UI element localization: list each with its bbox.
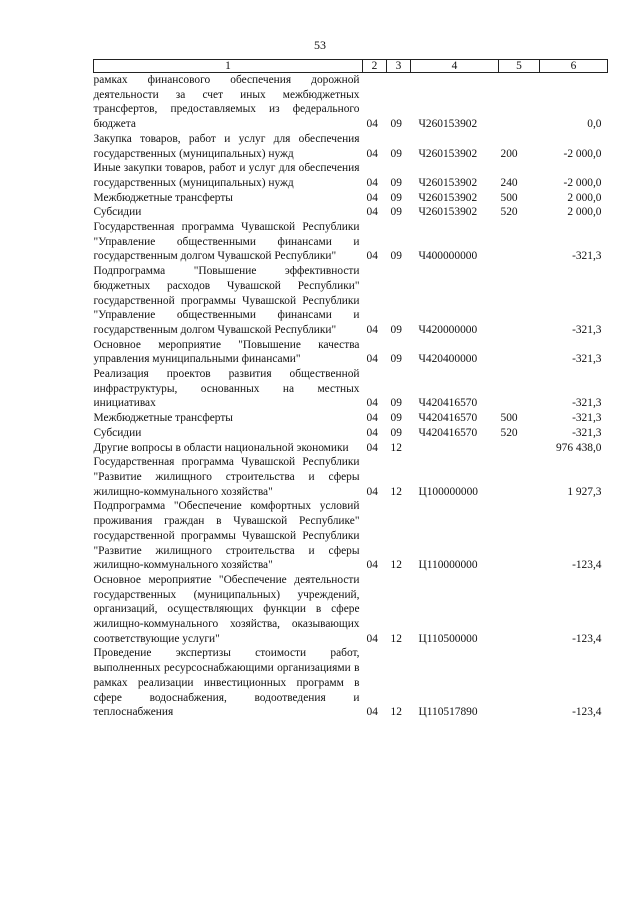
table-row <box>94 205 608 220</box>
table-row <box>94 338 608 367</box>
row-expense-type-cell <box>499 499 540 573</box>
row-target-article-cell: Ц110000000 <box>418 559 478 572</box>
row-subsection-cell: 09 <box>390 250 402 263</box>
budget-table <box>93 59 608 720</box>
row-name-cell: Закупка товаров, работ и услуг для обеспечения государственных (муниципальных) нужд <box>93 132 360 160</box>
row-target-article-cell: Ч420416570 <box>418 412 478 425</box>
row-name-cell: Основное мероприятие "Повышение качества управления муниципальными финансами" <box>93 338 360 366</box>
row-amount-cell: 2 000,0 <box>567 191 602 204</box>
table-row <box>94 132 608 161</box>
header-row <box>94 60 608 73</box>
column-header-subsection: 3 <box>387 60 411 73</box>
row-section-cell: 04 <box>366 559 378 572</box>
row-name-cell: Подпрограмма "Повышение эффективности бюджетных расходов Чувашской Республики" государственной программы Чувашской Республики "Управление общественными финансами и государственным долгом Чувашской Республики" <box>93 265 360 336</box>
row-section-cell: 04 <box>366 191 378 204</box>
row-target-article-cell: Ч400000000 <box>418 250 478 263</box>
column-header-amount: 6 <box>540 60 608 73</box>
row-expense-type-cell <box>499 455 540 499</box>
table-row <box>94 573 608 647</box>
row-subsection-cell: 09 <box>390 323 402 336</box>
row-section-cell: 04 <box>366 397 378 410</box>
table-row <box>94 426 608 441</box>
page-number: 53 <box>314 38 326 52</box>
row-name-cell: Государственная программа Чувашской Республики "Управление общественными финансами и государственным долгом Чувашской Республики" <box>93 221 360 263</box>
row-amount-cell: -2 000,0 <box>563 147 602 160</box>
row-section-cell: 04 <box>366 147 378 160</box>
row-amount-cell: 976 438,0 <box>555 441 602 454</box>
table-row <box>94 367 608 411</box>
row-subsection-cell: 09 <box>390 176 402 189</box>
row-amount-cell: 1 927,3 <box>567 485 602 498</box>
table-header <box>94 60 608 73</box>
row-name-cell: Межбюджетные трансферты <box>93 412 233 425</box>
row-amount-cell: -321,3 <box>572 426 602 439</box>
row-expense-type-cell: 500 <box>500 412 518 425</box>
row-amount-cell: -123,4 <box>572 632 602 645</box>
table-row <box>94 499 608 573</box>
table-row <box>94 646 608 720</box>
row-amount-cell: -321,3 <box>572 353 602 366</box>
row-subsection-cell: 09 <box>390 397 402 410</box>
row-target-article-cell: Ч420416570 <box>418 426 478 439</box>
row-expense-type-cell <box>499 441 540 456</box>
row-amount-cell: -123,4 <box>572 559 602 572</box>
row-target-article-cell: Ч260153902 <box>418 176 478 189</box>
row-name-cell: Проведение экспертизы стоимости работ, выполненных ресурсоснабжающими организациями в рамках реализации инвестиционных программ в сфере водоснабжения, водоотведения и теплоснабжения <box>93 647 360 719</box>
row-name-cell: Основное мероприятие "Обеспечение деятельности государственных (муниципальных) учреждений, организаций, осуществляющих функции в сфере жилищно-коммунального хозяйства, оказывающих соответствующие услуги" <box>93 573 360 645</box>
row-subsection-cell: 09 <box>390 426 402 439</box>
row-name-cell: Субсидии <box>93 426 142 439</box>
row-section-cell: 04 <box>366 118 378 131</box>
row-name-cell: Государственная программа Чувашской Республики "Развитие жилищного строительства и сферы жилищно-коммунального хозяйства" <box>93 456 360 498</box>
row-amount-cell: -2 000,0 <box>563 176 602 189</box>
row-section-cell: 04 <box>366 176 378 189</box>
row-target-article-cell: Ц110517890 <box>418 706 478 719</box>
row-name-cell: Субсидии <box>93 206 142 219</box>
row-expense-type-cell: 520 <box>500 426 518 439</box>
column-header-expense-type: 5 <box>499 60 540 73</box>
row-subsection-cell: 09 <box>390 118 402 131</box>
row-expense-type-cell: 200 <box>500 147 518 160</box>
row-subsection-cell: 09 <box>390 353 402 366</box>
row-target-article-cell: Ч260153902 <box>418 147 478 160</box>
table-row <box>94 191 608 206</box>
row-expense-type-cell <box>499 264 540 338</box>
table-row <box>94 220 608 264</box>
row-expense-type-cell <box>499 367 540 411</box>
row-target-article-cell: Ч260153902 <box>418 191 478 204</box>
row-target-article-cell <box>411 441 499 456</box>
row-name-cell: Межбюджетные трансферты <box>93 191 233 204</box>
row-target-article-cell: Ц100000000 <box>418 485 478 498</box>
row-amount-cell: -321,3 <box>572 250 602 263</box>
column-header-name: 1 <box>94 60 363 73</box>
table-row <box>94 441 608 456</box>
row-expense-type-cell <box>499 573 540 647</box>
row-name-cell: Иные закупки товаров, работ и услуг для обеспечения государственных (муниципальных) нужд <box>93 162 360 189</box>
table-row <box>94 73 608 132</box>
row-subsection-cell: 12 <box>390 485 402 498</box>
row-expense-type-cell <box>499 220 540 264</box>
row-subsection-cell: 12 <box>390 632 402 645</box>
row-section-cell: 04 <box>366 353 378 366</box>
row-section-cell: 04 <box>366 706 378 719</box>
row-section-cell: 04 <box>366 412 378 425</box>
table-body <box>94 73 608 720</box>
row-amount-cell: -321,3 <box>572 397 602 410</box>
row-target-article-cell: Ч420416570 <box>418 397 478 410</box>
row-section-cell: 04 <box>366 485 378 498</box>
row-amount-cell: -321,3 <box>572 323 602 336</box>
column-header-section: 2 <box>363 60 387 73</box>
row-name-cell: рамках финансового обеспечения дорожной деятельности за счет иных межбюджетных трансфертов, предоставляемых из федерального бюджета <box>93 74 360 131</box>
table-row <box>94 264 608 338</box>
row-subsection-cell: 09 <box>390 147 402 160</box>
row-amount-cell: 2 000,0 <box>567 206 602 219</box>
table-row <box>94 411 608 426</box>
row-target-article-cell: Ч420400000 <box>418 353 478 366</box>
row-target-article-cell: Ч260153902 <box>418 206 478 219</box>
row-subsection-cell: 12 <box>390 441 402 454</box>
row-target-article-cell: Ч420000000 <box>418 323 478 336</box>
row-subsection-cell: 12 <box>390 559 402 572</box>
row-name-cell: Реализация проектов развития общественной инфраструктуры, основанных на местных инициативах <box>93 368 360 410</box>
row-expense-type-cell <box>499 646 540 720</box>
row-target-article-cell: Ч260153902 <box>418 118 478 131</box>
row-section-cell: 04 <box>366 632 378 645</box>
row-subsection-cell: 09 <box>390 191 402 204</box>
row-expense-type-cell: 500 <box>500 191 518 204</box>
row-section-cell: 04 <box>366 206 378 219</box>
row-section-cell: 04 <box>366 441 378 454</box>
row-section-cell: 04 <box>366 250 378 263</box>
row-subsection-cell: 12 <box>390 706 402 719</box>
table-row <box>94 161 608 190</box>
row-section-cell: 04 <box>366 323 378 336</box>
row-name-cell: Подпрограмма "Обеспечение комфортных условий проживания граждан в Чувашской Республике" государственной программы Чувашской Республики "Развитие жилищного строительства и сферы жилищно-коммунального хозяйства" <box>93 500 360 572</box>
row-amount-cell: -123,4 <box>572 706 602 719</box>
row-section-cell: 04 <box>366 426 378 439</box>
row-amount-cell: 0,0 <box>587 118 602 131</box>
row-expense-type-cell <box>499 73 540 132</box>
row-subsection-cell: 09 <box>390 412 402 425</box>
row-expense-type-cell: 240 <box>500 176 518 189</box>
column-header-target-article: 4 <box>411 60 499 73</box>
row-target-article-cell: Ц110500000 <box>418 632 478 645</box>
table-row <box>94 455 608 499</box>
row-expense-type-cell <box>499 338 540 367</box>
row-expense-type-cell: 520 <box>500 206 518 219</box>
row-subsection-cell: 09 <box>390 206 402 219</box>
row-amount-cell: -321,3 <box>572 412 602 425</box>
row-name-cell: Другие вопросы в области национальной экономики <box>93 441 349 454</box>
